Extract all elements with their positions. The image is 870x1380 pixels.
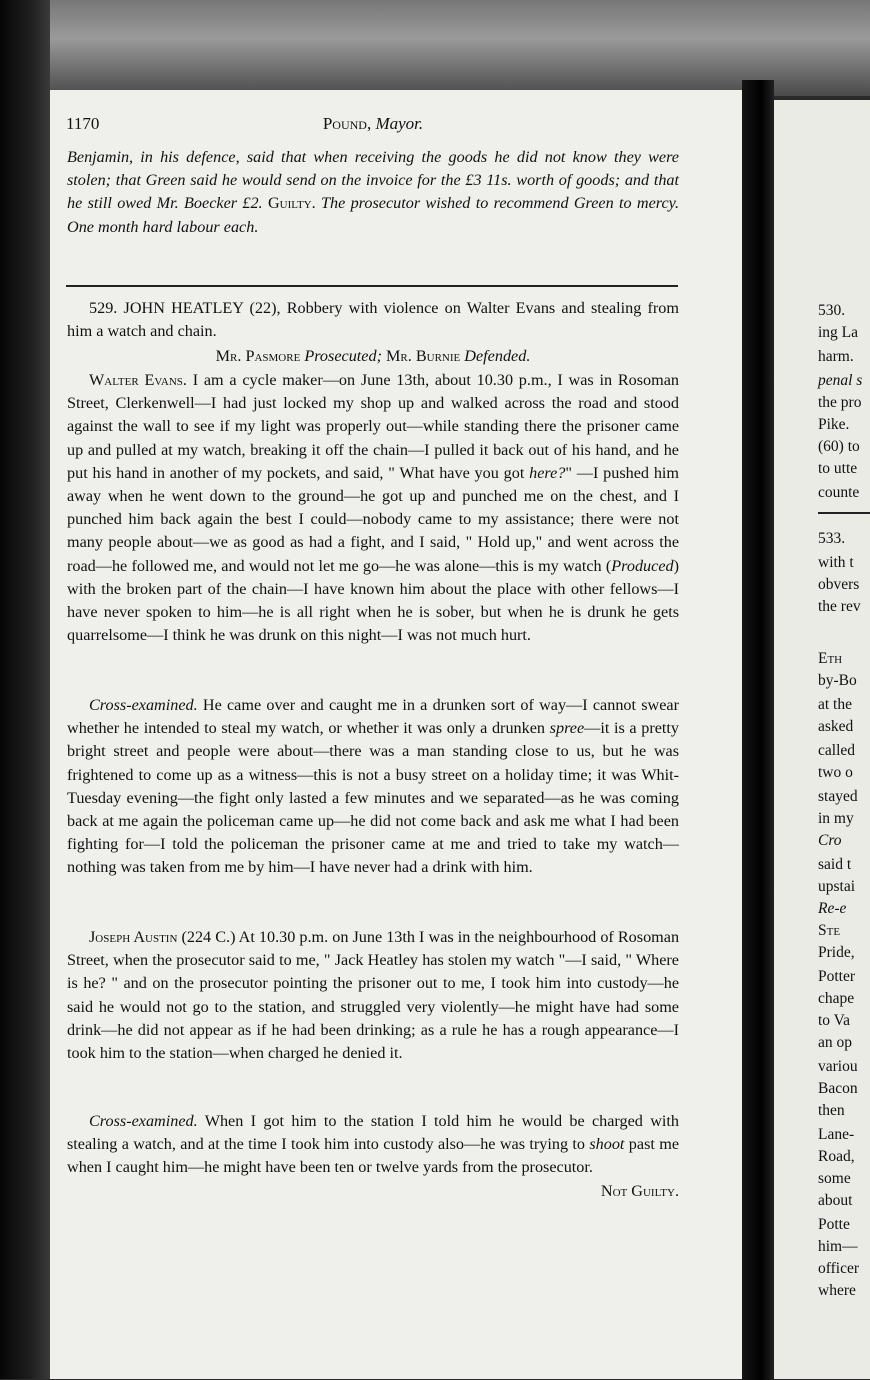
facing-page-divider [818, 512, 870, 514]
guilty-verdict: Guilty. [267, 194, 316, 213]
austin-number: (224 C.) [181, 928, 236, 946]
facing-page-line: Bacon [818, 1080, 858, 1097]
cross-examined-label: Cross-examined. [89, 696, 198, 714]
facing-page-line: with t [818, 554, 854, 571]
defended-label: Defended. [464, 347, 531, 365]
defence-text: Benjamin, in his defence, said that when receiving the goods he did not know they were stolen; that Green said he would send on the invoice for the £3 11s. worth of goods; and that he still owed Mr. Boecker £2. [67, 148, 679, 213]
not-guilty-verdict: Not Guilty. [600, 1181, 679, 1200]
counsel-line [67, 345, 679, 368]
cross1-text-a: He came over and caught me in a drunken sort of way—I cannot swear whether he intended to steal my watch, or whether it was only a drunken [67, 696, 679, 738]
facing-page-line: to Va [818, 1012, 851, 1029]
facing-page-line: Eth [818, 650, 843, 667]
evans-cross-examination [67, 694, 679, 880]
evans-text-b: " —I pushed him away when he went down to the ground—he got up and punched me on the chest, and I punched him back again the best I could—nobody came to my assistance; there were not many people about—we as good as had a fight, and I said, " Hold up," and went across the road—he followed me, and would not let me go—he was alone—this is my watch ( [67, 463, 679, 575]
cross2-text-b: past me when I caught him—he might have been ten or twelve yards from the prosecutor. [67, 1135, 680, 1177]
facing-page-line: 530. [818, 302, 846, 319]
facing-page-line: Lane- [818, 1126, 855, 1143]
facing-page-line: ing La [818, 324, 859, 341]
facing-page-line: upstai [818, 878, 856, 895]
facing-page-line: penal s [818, 372, 863, 389]
facing-page-line: to utte [818, 460, 858, 477]
prosecutor-name: Mr. Pasmore [215, 347, 301, 365]
facing-page-line: then [818, 1102, 845, 1119]
facing-page-line: an op [818, 1034, 853, 1051]
facing-page-line: obvers [818, 576, 860, 593]
facing-page-line: at the [818, 696, 852, 713]
sentence-text: The prosecutor wished to recommend Green to mercy. One month hard labour each. [67, 194, 680, 236]
facing-page-line: Ste [818, 922, 841, 939]
evans-testimony [67, 369, 679, 647]
facing-page-line: chape [818, 990, 855, 1007]
facing-page-line: in my [818, 810, 854, 827]
facing-page-line: officer [818, 1260, 860, 1277]
page-header [66, 114, 680, 138]
evans-here: here? [529, 463, 566, 482]
witness-name-austin: Joseph Austin [89, 928, 178, 946]
facing-page-line: 533. [818, 530, 846, 547]
cross1-text-b: —it is a pretty bright street and people were about—there was a man standing close to us, but he was frightened to come up as a witness—this is not a busy street on a holiday time; it was Whit-Tuesday evening—the fight only lasted a few minutes and we separated—as he was coming back at me again the policeman came up—he did not come back and ask me what I had been fighting for—I told the policeman the prisoner came at me and tried to take my watch—nothing was taken from me by him—I have never had a drink with him. [67, 719, 680, 877]
evans-produced: Produced [611, 556, 674, 575]
case-heading: 529. JOHN HEATLEY (22), Robbery with violence on Walter Evans and stealing from him a watch and chain. [67, 299, 679, 341]
defender-name: Mr. Burnie [386, 347, 461, 365]
facing-page-line: two o [818, 764, 853, 781]
scan-top-edge [0, 0, 870, 96]
austin-testimony [67, 926, 679, 1065]
scan-left-edge [0, 0, 50, 1379]
facing-page-line: Road, [818, 1148, 855, 1165]
austin-text: At 10.30 p.m. on June 13th I was in the neighbourhood of Rosoman Street, when the prosecutor said to me, " Jack Heatley has stolen my watch "—I said, " Where is he? " and on the prosecutor pointing the prisoner out to me, I took him into custody—he said he would not go to the station, and struggled very violently—he might have had some drink—he did not appear as if he had been drinking; as a rule he has a rough appearance—I took him to the station—when charged he denied it. [67, 928, 680, 1063]
facing-page-line: about [818, 1192, 853, 1209]
prosecuted-label: Prosecuted; [304, 347, 382, 365]
cross-examined-label-2: Cross-examined. [89, 1112, 198, 1130]
facing-page-line: the pro [818, 394, 862, 411]
witness-name-evans: Walter Evans. [89, 371, 187, 389]
running-head [66, 114, 680, 134]
cross2-shoot: shoot [589, 1135, 625, 1154]
facing-page-line: Potte [818, 1216, 850, 1233]
facing-page-line: him— [818, 1238, 858, 1255]
facing-page-line: stayed [818, 788, 858, 805]
facing-page-line: Pike. [818, 416, 850, 433]
facing-page [774, 100, 870, 1379]
cross2-text-a: When I got him to the station I told him he would be charged with stealing a watch, and at the time I took him into custody also—he was trying to [67, 1112, 679, 1154]
facing-page-line: the rev [818, 598, 861, 615]
facing-page-line: Re-e [818, 900, 847, 917]
austin-cross-examination [67, 1110, 679, 1203]
facing-page-line: by-Bo [818, 672, 857, 689]
evans-text-c: ) with the broken part of the chain—I have known him about the place with other fellows—I have never spoken to him—he is all right when he is sober, but when he is drunk he gets quarrelsome—I think he was drunk on this night—I was not much hurt. [67, 556, 679, 645]
facing-page-line: some [818, 1170, 851, 1187]
running-head-name: Pound, [322, 114, 372, 133]
facing-page-line: Pride, [818, 944, 855, 961]
facing-page-line: (60) to [818, 438, 860, 455]
book-gutter [742, 80, 774, 1380]
facing-page-line: harm. [818, 348, 854, 365]
facing-page-line: said t [818, 856, 852, 873]
facing-page-line: variou [818, 1058, 858, 1075]
page-number: 1170 [66, 114, 100, 133]
facing-page-line: asked [818, 718, 854, 735]
section-divider [66, 285, 678, 287]
facing-page-line: counte [818, 484, 860, 501]
evans-text-a: I am a cycle maker—on June 13th, about 10.30 p.m., I was in Rosoman Street, Clerkenwell—I had just locked my shop up and walked across the road and stood against the wall to see if my light was properly out—while standing there the prisoner came up and pulled at my watch, breaking it off the chain—I pulled it back out of his hand, and he put his hand in another of my pockets, and said, " What have you got [67, 371, 679, 482]
facing-page-line: where [818, 1282, 856, 1299]
running-head-title: Mayor. [375, 114, 424, 133]
facing-page-line: Potter [818, 968, 856, 985]
cross1-spree: spree [549, 719, 585, 738]
facing-page-line: Cro [818, 832, 842, 849]
facing-page-line: called [818, 742, 856, 759]
defence-paragraph [67, 146, 679, 239]
